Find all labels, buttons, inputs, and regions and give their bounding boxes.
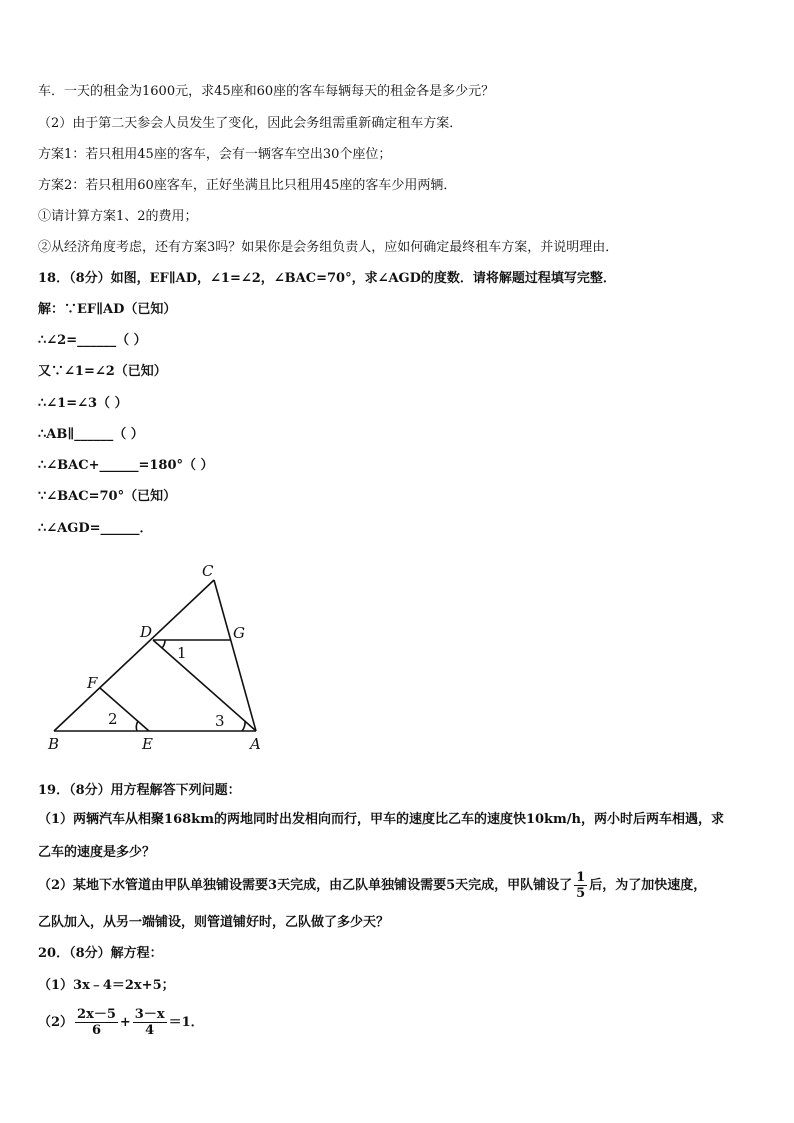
- text-line-part2: （2）由于第二天参会人员发生了变化，因此会务组需重新确定租车方案．: [38, 116, 463, 131]
- label-A: A: [250, 735, 261, 753]
- solution-step-5: ∴AB∥______（ ）: [38, 427, 144, 442]
- fraction-one-fifth: [574, 870, 587, 901]
- label-C: C: [202, 562, 214, 580]
- label-G: G: [233, 624, 245, 642]
- question-19-part1-line1: （1）两辆汽车从相聚168km的两地同时出发相向而行，甲车的速度比乙车的速度快10km/h，两小时后两车相遇，求: [38, 812, 724, 827]
- angle-label-3: 3: [215, 712, 225, 730]
- equation-rhs: ＝1．: [168, 1015, 204, 1030]
- solution-step-3: 又∵∠1=∠2（已知）: [38, 364, 167, 379]
- question-20-part2: [38, 1006, 204, 1040]
- solution-step-4: ∴∠1=∠3（ ）: [38, 396, 128, 411]
- fraction-2: [133, 1007, 167, 1038]
- fraction-denominator: 5: [576, 886, 586, 901]
- question-19-part2-text-post: 后，为了加快速度，: [589, 878, 707, 893]
- text-line-plan2: 方案2：若只租用60座客车，正好坐满且比只租用45座的客车少用两辆．: [38, 178, 457, 193]
- question-19-part2-line1: [38, 870, 706, 902]
- label-F: F: [87, 674, 98, 692]
- question-20-part1: （1）3x﹣4＝2x+5；: [38, 978, 175, 993]
- fraction-2-denominator: 4: [145, 1023, 155, 1038]
- plus-sign: +: [119, 1015, 131, 1030]
- label-B: B: [48, 735, 60, 753]
- label-E: E: [142, 735, 153, 753]
- question-19-part2-text-pre: （2）某地下水管道由甲队单独铺设需要3天完成，由乙队单独铺设需要5天完成，甲队铺设了: [38, 878, 573, 893]
- fraction-numerator: 1: [576, 870, 586, 885]
- question-20: 20．（8分）解方程：: [38, 946, 163, 961]
- geometry-figure: [40, 548, 280, 753]
- solution-step-8: ∴∠AGD=______．: [38, 521, 153, 536]
- text-line-rent: 车．一天的租金为1600元，求45座和60座的客车每辆每天的租金各是多少元？: [38, 84, 495, 99]
- question-19: 19．（8分）用方程解答下列问题：: [38, 783, 241, 798]
- solution-step-1: 解：∵EF∥AD（已知）: [38, 302, 177, 317]
- solution-step-7: ∵∠BAC=70°（已知）: [38, 489, 177, 504]
- question-19-part1-line2: 乙车的速度是多少？: [38, 845, 156, 860]
- text-line-plan3: ②从经济角度考虑，还有方案3吗？如果你是会务组负责人，应如何确定最终租车方案，并说明理由．: [38, 240, 619, 255]
- fraction-1-numerator: 2x－5: [77, 1007, 116, 1022]
- question-18: 18．（8分）如图，EF∥AD，∠1=∠2，∠BAC=70°，求∠AGD的度数．请将解题过程填写完整．: [38, 271, 616, 286]
- angle-label-1: 1: [177, 644, 187, 662]
- question-19-part2-line2: 乙队加入，从另一端铺设，则管道铺好时，乙队做了多少天？: [38, 915, 390, 930]
- text-line-plan1: 方案1：若只租用45座的客车，会有一辆客车空出30个座位；: [38, 147, 392, 162]
- text-line-calc: ①请计算方案1、2的费用；: [38, 209, 198, 224]
- fraction-1-denominator: 6: [91, 1023, 101, 1038]
- fraction-2-numerator: 3－x: [134, 1007, 165, 1022]
- solution-step-6: ∴∠BAC+______=180°（ ）: [38, 458, 214, 473]
- fraction-1: [75, 1007, 118, 1038]
- question-20-part2-prefix: （2）: [38, 1015, 74, 1030]
- solution-step-2: ∴∠2=______（ ）: [38, 333, 147, 348]
- label-D: D: [140, 623, 153, 641]
- angle-label-2: 2: [108, 710, 118, 728]
